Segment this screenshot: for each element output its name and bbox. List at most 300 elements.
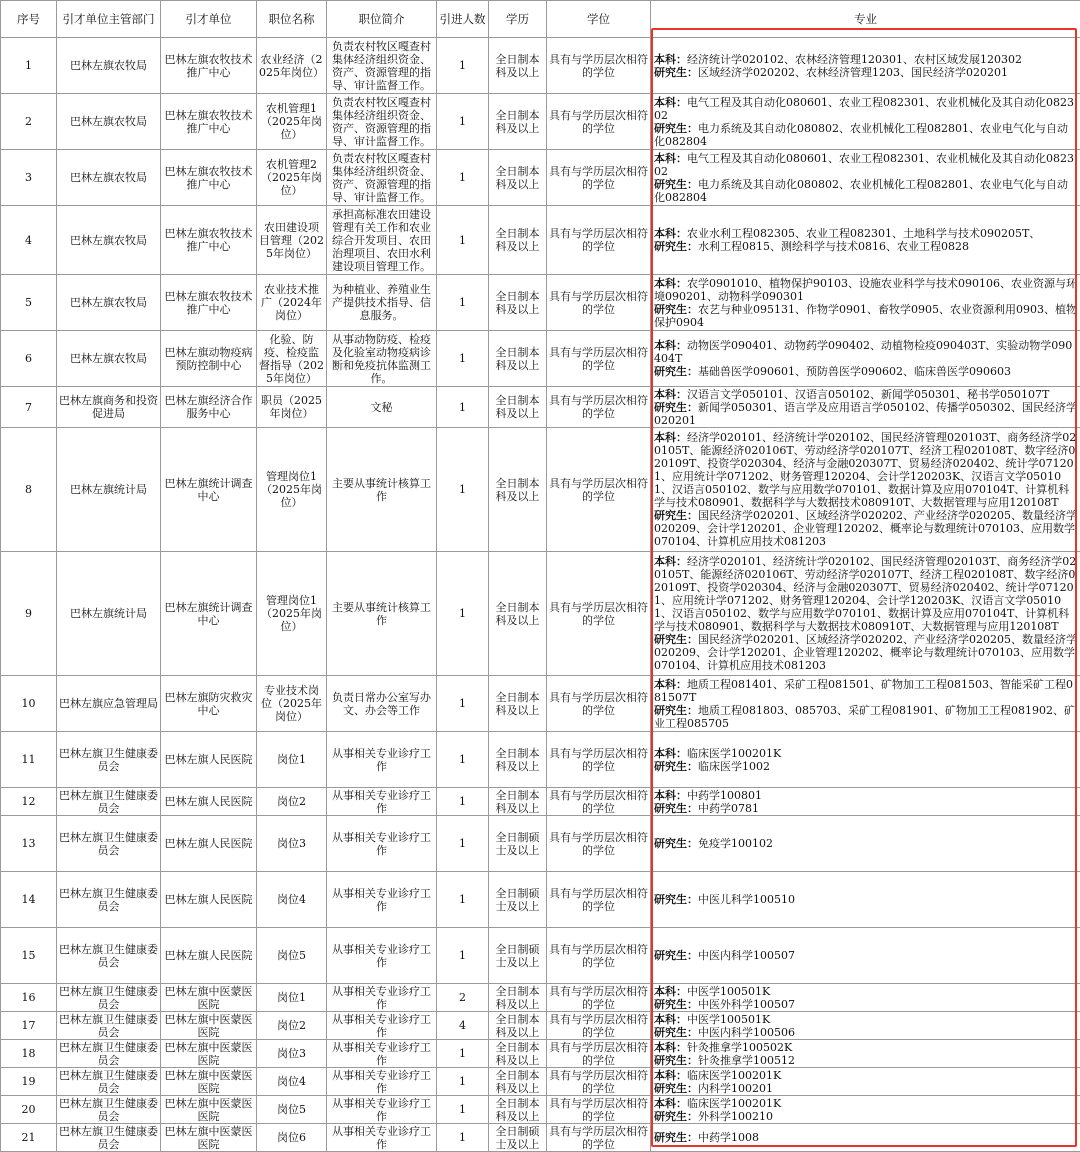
cell-no: 4 <box>1 206 57 275</box>
cell-count: 2 <box>437 984 489 1012</box>
cell-degree: 具有与学历层次相符的学位 <box>547 387 651 428</box>
major-level-label: 本科： <box>654 96 687 109</box>
major-list-text: 中药学100801 <box>687 789 762 802</box>
major-line <box>654 152 1078 178</box>
table-row <box>1 676 1080 732</box>
major-list-text: 临床医学100201K <box>687 1097 781 1110</box>
major-level-label: 研究生： <box>654 178 698 191</box>
major-line <box>654 66 1078 79</box>
cell-edu: 全日制本科及以上 <box>489 1040 547 1068</box>
cell-intro: 负责农村牧区嘎查村集体经济组织资金、资产、资源管理的指导、审计监督工作。 <box>327 38 437 94</box>
cell-edu: 全日制本科及以上 <box>489 788 547 816</box>
major-level-label: 研究生： <box>654 401 698 414</box>
major-line <box>654 802 1078 815</box>
cell-position: 化验、防疫、检疫监督指导（2025年岗位） <box>257 331 327 387</box>
major-list-text: 针灸推拿学100502K <box>687 1041 792 1054</box>
cell-unit: 巴林左旗人民医院 <box>161 732 257 788</box>
major-level-label: 研究生： <box>654 509 698 522</box>
cell-edu: 全日制硕士及以上 <box>489 816 547 872</box>
table-body <box>1 38 1080 1152</box>
cell-degree: 具有与学历层次相符的学位 <box>547 1124 651 1152</box>
major-level-label: 研究生： <box>654 998 698 1011</box>
major-list-text: 中医内科学100506 <box>698 1026 795 1039</box>
cell-no: 3 <box>1 150 57 206</box>
cell-intro: 从事相关专业诊疗工作 <box>327 1096 437 1124</box>
header-cell: 职位简介 <box>327 1 437 38</box>
table-row <box>1 94 1080 150</box>
major-line <box>654 1026 1078 1039</box>
major-line <box>654 96 1078 122</box>
major-list-text: 农学0901010、植物保护90103、设施农业科学与技术090106、农业资源与环境090201、动物科学090301 <box>654 277 1077 303</box>
cell-major <box>651 984 1080 1012</box>
cell-count: 1 <box>437 94 489 150</box>
cell-count: 1 <box>437 676 489 732</box>
major-list-text: 国民经济学020201、区域经济学020202、产业经济学020205、数量经济学020209、会计学120201、企业管理120202、概率论与数理统计070103、应用数学070104、计算机应用技术081203 <box>654 633 1077 672</box>
major-line <box>654 998 1078 1011</box>
cell-major <box>651 387 1080 428</box>
cell-unit: 巴林左旗统计调查中心 <box>161 552 257 676</box>
major-level-label: 研究生： <box>654 760 698 773</box>
header-cell: 学位 <box>547 1 651 38</box>
major-level-label: 本科： <box>654 789 687 802</box>
major-level-label: 研究生： <box>654 240 698 253</box>
cell-degree: 具有与学历层次相符的学位 <box>547 1096 651 1124</box>
table-row <box>1 816 1080 872</box>
major-line <box>654 339 1078 365</box>
major-line <box>654 837 1078 850</box>
cell-no: 11 <box>1 732 57 788</box>
cell-edu: 全日制本科及以上 <box>489 94 547 150</box>
cell-edu: 全日制本科及以上 <box>489 1068 547 1096</box>
cell-count: 1 <box>437 206 489 275</box>
cell-intro: 从事相关专业诊疗工作 <box>327 1040 437 1068</box>
major-level-label: 本科： <box>654 339 687 352</box>
cell-major <box>651 428 1080 552</box>
table-row <box>1 788 1080 816</box>
cell-no: 5 <box>1 275 57 331</box>
cell-major <box>651 38 1080 94</box>
major-list-text: 免疫学100102 <box>698 837 773 850</box>
cell-no: 19 <box>1 1068 57 1096</box>
major-level-label: 研究生： <box>654 1026 698 1039</box>
major-line <box>654 789 1078 802</box>
cell-count: 1 <box>437 150 489 206</box>
cell-intro: 为种植业、养殖业生产提供技术指导、信息服务。 <box>327 275 437 331</box>
major-line <box>654 1013 1078 1026</box>
major-level-label: 本科： <box>654 1097 687 1110</box>
cell-degree: 具有与学历层次相符的学位 <box>547 1012 651 1040</box>
major-level-label: 研究生： <box>654 1131 698 1144</box>
cell-count: 1 <box>437 331 489 387</box>
cell-unit: 巴林左旗农牧技术推广中心 <box>161 275 257 331</box>
major-list-text: 临床医学1002 <box>698 760 770 773</box>
cell-count: 1 <box>437 1040 489 1068</box>
cell-dept: 巴林左旗卫生健康委员会 <box>57 984 161 1012</box>
cell-position: 岗位5 <box>257 928 327 984</box>
cell-degree: 具有与学历层次相符的学位 <box>547 872 651 928</box>
major-level-label: 研究生： <box>654 303 698 316</box>
cell-no: 12 <box>1 788 57 816</box>
cell-degree: 具有与学历层次相符的学位 <box>547 38 651 94</box>
cell-intro: 从事相关专业诊疗工作 <box>327 872 437 928</box>
cell-major <box>651 816 1080 872</box>
major-list-text: 农艺与种业095131、作物学0901、畜牧学0905、农业资源利用0903、植物保护0904 <box>654 303 1077 329</box>
cell-edu: 全日制硕士及以上 <box>489 928 547 984</box>
table-row <box>1 150 1080 206</box>
major-level-label: 本科： <box>654 1041 687 1054</box>
cell-position: 岗位2 <box>257 1012 327 1040</box>
header-cell: 引才单位主管部门 <box>57 1 161 38</box>
cell-dept: 巴林左旗卫生健康委员会 <box>57 872 161 928</box>
cell-intro: 主要从事统计核算工作 <box>327 428 437 552</box>
cell-dept: 巴林左旗农牧局 <box>57 331 161 387</box>
cell-position: 农机管理1（2025年岗位） <box>257 94 327 150</box>
cell-dept: 巴林左旗卫生健康委员会 <box>57 816 161 872</box>
cell-degree: 具有与学历层次相符的学位 <box>547 94 651 150</box>
major-level-label: 研究生： <box>654 893 698 906</box>
cell-degree: 具有与学历层次相符的学位 <box>547 816 651 872</box>
cell-unit: 巴林左旗人民医院 <box>161 928 257 984</box>
cell-major <box>651 1040 1080 1068</box>
major-line <box>654 1041 1078 1054</box>
cell-count: 1 <box>437 872 489 928</box>
cell-dept: 巴林左旗卫生健康委员会 <box>57 1124 161 1152</box>
major-line <box>654 401 1078 427</box>
major-line <box>654 985 1078 998</box>
major-list-text: 动物医学090401、动物药学090402、动植物检疫090403T、实验动物学090404T <box>654 339 1072 365</box>
major-level-label: 研究生： <box>654 802 698 815</box>
cell-count: 1 <box>437 387 489 428</box>
cell-no: 15 <box>1 928 57 984</box>
cell-unit: 巴林左旗农牧技术推广中心 <box>161 150 257 206</box>
cell-unit: 巴林左旗统计调查中心 <box>161 428 257 552</box>
major-line <box>654 1110 1078 1123</box>
cell-position: 岗位6 <box>257 1124 327 1152</box>
cell-position: 农田建设项目管理（2025年岗位） <box>257 206 327 275</box>
cell-edu: 全日制本科及以上 <box>489 275 547 331</box>
cell-major <box>651 732 1080 788</box>
cell-major <box>651 275 1080 331</box>
header-row <box>1 1 1080 38</box>
cell-unit: 巴林左旗中医蒙医医院 <box>161 1096 257 1124</box>
cell-edu: 全日制硕士及以上 <box>489 872 547 928</box>
cell-edu: 全日制本科及以上 <box>489 1096 547 1124</box>
cell-intro: 从事相关专业诊疗工作 <box>327 816 437 872</box>
cell-dept: 巴林左旗卫生健康委员会 <box>57 1068 161 1096</box>
cell-major <box>651 1124 1080 1152</box>
major-line <box>654 1069 1078 1082</box>
cell-dept: 巴林左旗统计局 <box>57 552 161 676</box>
major-list-text: 农业水利工程082305、农业工程082301、土地科学与技术090205T、 <box>687 227 1040 240</box>
major-level-label: 本科： <box>654 1069 687 1082</box>
cell-unit: 巴林左旗中医蒙医医院 <box>161 1040 257 1068</box>
major-list-text: 电气工程及其自动化080601、农业工程082301、农业机械化及其自动化082302 <box>654 152 1074 178</box>
major-level-label: 研究生： <box>654 1054 698 1067</box>
major-list-text: 临床医学100201K <box>687 1069 781 1082</box>
cell-unit: 巴林左旗农牧技术推广中心 <box>161 94 257 150</box>
cell-dept: 巴林左旗农牧局 <box>57 94 161 150</box>
major-line <box>654 365 1078 378</box>
major-level-label: 研究生： <box>654 66 698 79</box>
cell-no: 18 <box>1 1040 57 1068</box>
major-line <box>654 1054 1078 1067</box>
cell-no: 13 <box>1 816 57 872</box>
table-row <box>1 1012 1080 1040</box>
cell-dept: 巴林左旗卫生健康委员会 <box>57 788 161 816</box>
major-list-text: 中医学100501K <box>687 985 770 998</box>
cell-degree: 具有与学历层次相符的学位 <box>547 428 651 552</box>
cell-major <box>651 676 1080 732</box>
major-list-text: 地质工程081401、采矿工程081501、矿物加工工程081503、智能采矿工程081507T <box>654 678 1073 704</box>
header-cell: 序号 <box>1 1 57 38</box>
major-list-text: 电力系统及其自动化080802、农业机械化工程082801、农业电气化与自动化082804 <box>654 178 1068 204</box>
cell-edu: 全日制本科及以上 <box>489 552 547 676</box>
cell-dept: 巴林左旗卫生健康委员会 <box>57 1096 161 1124</box>
cell-intro: 从事相关专业诊疗工作 <box>327 984 437 1012</box>
major-list-text: 经济学020101、经济统计学020102、国民经济管理020103T、商务经济学020105T、能源经济020106T、劳动经济学020107T、经济工程020108T、数字经济020109T、投资学020304、经济与金融020307T、贸易经济020402、统计学071201、应用统计学071202、财务管理120204、会计学120203K、汉语言文学050101、汉语言050102、数学与应用数学070101、数据计算及应用070104T、计算机科学与技术080901、数据科学与大数据技术080910T、大数据管理与应用120108T <box>654 555 1076 633</box>
major-line <box>654 678 1078 704</box>
cell-intro: 从事相关专业诊疗工作 <box>327 788 437 816</box>
cell-major <box>651 206 1080 275</box>
cell-no: 21 <box>1 1124 57 1152</box>
table-row <box>1 387 1080 428</box>
cell-degree: 具有与学历层次相符的学位 <box>547 732 651 788</box>
major-line <box>654 949 1078 962</box>
major-line <box>654 431 1078 509</box>
cell-count: 1 <box>437 428 489 552</box>
major-level-label: 研究生： <box>654 704 698 717</box>
table-row <box>1 984 1080 1012</box>
cell-intro: 主要从事统计核算工作 <box>327 552 437 676</box>
major-level-label: 研究生： <box>654 633 698 646</box>
major-line <box>654 747 1078 760</box>
cell-edu: 全日制本科及以上 <box>489 150 547 206</box>
cell-count: 1 <box>437 928 489 984</box>
cell-edu: 全日制硕士及以上 <box>489 1124 547 1152</box>
cell-degree: 具有与学历层次相符的学位 <box>547 1040 651 1068</box>
major-list-text: 新闻学050301、语言学及应用语言学050102、传播学050302、国民经济学020201 <box>654 401 1077 427</box>
cell-degree: 具有与学历层次相符的学位 <box>547 150 651 206</box>
major-level-label: 研究生： <box>654 365 698 378</box>
major-level-label: 本科： <box>654 1013 687 1026</box>
major-level-label: 研究生： <box>654 1110 698 1123</box>
cell-degree: 具有与学历层次相符的学位 <box>547 676 651 732</box>
major-list-text: 中药学1008 <box>698 1131 759 1144</box>
major-line <box>654 227 1078 240</box>
cell-unit: 巴林左旗人民医院 <box>161 816 257 872</box>
major-level-label: 研究生： <box>654 837 698 850</box>
cell-no: 14 <box>1 872 57 928</box>
major-level-label: 本科： <box>654 678 687 691</box>
cell-position: 专业技术岗位（2025年岗位） <box>257 676 327 732</box>
table-row <box>1 732 1080 788</box>
major-level-label: 本科： <box>654 555 687 568</box>
cell-no: 16 <box>1 984 57 1012</box>
table-row <box>1 1068 1080 1096</box>
table-row <box>1 928 1080 984</box>
cell-unit: 巴林左旗农牧技术推广中心 <box>161 38 257 94</box>
table-row <box>1 1040 1080 1068</box>
major-level-label: 本科： <box>654 985 687 998</box>
cell-edu: 全日制本科及以上 <box>489 676 547 732</box>
cell-edu: 全日制本科及以上 <box>489 732 547 788</box>
cell-count: 1 <box>437 1124 489 1152</box>
cell-intro: 负责日常办公室写办文、办会等工作 <box>327 676 437 732</box>
cell-degree: 具有与学历层次相符的学位 <box>547 331 651 387</box>
cell-no: 20 <box>1 1096 57 1124</box>
major-list-text: 电气工程及其自动化080601、农业工程082301、农业机械化及其自动化082302 <box>654 96 1074 122</box>
cell-intro: 从事相关专业诊疗工作 <box>327 1124 437 1152</box>
cell-edu: 全日制本科及以上 <box>489 206 547 275</box>
cell-dept: 巴林左旗统计局 <box>57 428 161 552</box>
cell-dept: 巴林左旗卫生健康委员会 <box>57 928 161 984</box>
cell-degree: 具有与学历层次相符的学位 <box>547 1068 651 1096</box>
cell-count: 1 <box>437 732 489 788</box>
cell-intro: 负责农村牧区嘎查村集体经济组织资金、资产、资源管理的指导、审计监督工作。 <box>327 150 437 206</box>
header-cell: 职位名称 <box>257 1 327 38</box>
major-list-text: 基础兽医学090601、预防兽医学090602、临床兽医学090603 <box>698 365 1011 378</box>
table-row <box>1 275 1080 331</box>
major-level-label: 本科： <box>654 277 687 290</box>
header-cell: 引才单位 <box>161 1 257 38</box>
cell-degree: 具有与学历层次相符的学位 <box>547 275 651 331</box>
table-row <box>1 872 1080 928</box>
major-line <box>654 1097 1078 1110</box>
major-line <box>654 240 1078 253</box>
cell-edu: 全日制本科及以上 <box>489 428 547 552</box>
table-row <box>1 428 1080 552</box>
major-list-text: 中医外科学100507 <box>698 998 795 1011</box>
cell-major <box>651 872 1080 928</box>
cell-dept: 巴林左旗应急管理局 <box>57 676 161 732</box>
cell-unit: 巴林左旗中医蒙医医院 <box>161 1012 257 1040</box>
cell-position: 职员（2025年岗位） <box>257 387 327 428</box>
major-line <box>654 509 1078 548</box>
cell-position: 岗位1 <box>257 984 327 1012</box>
major-level-label: 研究生： <box>654 949 698 962</box>
cell-dept: 巴林左旗农牧局 <box>57 38 161 94</box>
cell-unit: 巴林左旗经济合作服务中心 <box>161 387 257 428</box>
cell-position: 农机管理2（2025年岗位） <box>257 150 327 206</box>
cell-no: 17 <box>1 1012 57 1040</box>
major-list-text: 临床医学100201K <box>687 747 781 760</box>
major-line <box>654 555 1078 633</box>
table-row <box>1 331 1080 387</box>
major-list-text: 内科学100201 <box>698 1082 773 1095</box>
cell-count: 1 <box>437 816 489 872</box>
cell-degree: 具有与学历层次相符的学位 <box>547 928 651 984</box>
major-list-text: 经济学020101、经济统计学020102、国民经济管理020103T、商务经济学020105T、能源经济020106T、劳动经济学020107T、经济工程020108T、数字经济020109T、投资学020304、经济与金融020307T、贸易经济020402、统计学071201、应用统计学071202、财务管理120204、会计学120203K、汉语言文学050101、汉语言050102、数学与应用数学070101、数据计算及应用070104T、计算机科学与技术080901、数据科学与大数据技术080910T、大数据管理与应用120108T <box>654 431 1076 509</box>
cell-count: 1 <box>437 1068 489 1096</box>
cell-edu: 全日制本科及以上 <box>489 984 547 1012</box>
major-line <box>654 303 1078 329</box>
cell-degree: 具有与学历层次相符的学位 <box>547 552 651 676</box>
major-line <box>654 760 1078 773</box>
cell-dept: 巴林左旗农牧局 <box>57 150 161 206</box>
cell-degree: 具有与学历层次相符的学位 <box>547 984 651 1012</box>
cell-intro: 承担高标准农田建设管理有关工作和农业综合开发项目、农田治理项目、农田水利建设项目管理工作。 <box>327 206 437 275</box>
cell-position: 岗位3 <box>257 816 327 872</box>
cell-count: 1 <box>437 1096 489 1124</box>
cell-unit: 巴林左旗动物疫病预防控制中心 <box>161 331 257 387</box>
cell-no: 9 <box>1 552 57 676</box>
cell-no: 8 <box>1 428 57 552</box>
major-list-text: 中医内科学100507 <box>698 949 795 962</box>
cell-intro: 从事动物防疫、检疫及化验室动物疫病诊断和免疫抗体监测工作。 <box>327 331 437 387</box>
major-list-text: 外科学100210 <box>698 1110 773 1123</box>
cell-position: 管理岗位1（2025年岗位） <box>257 552 327 676</box>
table-row <box>1 1124 1080 1152</box>
cell-major <box>651 788 1080 816</box>
cell-major <box>651 94 1080 150</box>
major-level-label: 本科： <box>654 431 687 444</box>
major-list-text: 汉语言文学050101、汉语言050102、新闻学050301、秘书学050107T <box>687 388 1049 401</box>
cell-dept: 巴林左旗农牧局 <box>57 275 161 331</box>
cell-intro: 从事相关专业诊疗工作 <box>327 732 437 788</box>
major-line <box>654 388 1078 401</box>
cell-major <box>651 1068 1080 1096</box>
major-line <box>654 893 1078 906</box>
cell-unit: 巴林左旗中医蒙医医院 <box>161 1124 257 1152</box>
cell-unit: 巴林左旗农牧技术推广中心 <box>161 206 257 275</box>
cell-position: 农业经济（2025年岗位） <box>257 38 327 94</box>
major-level-label: 本科： <box>654 388 687 401</box>
cell-edu: 全日制本科及以上 <box>489 1012 547 1040</box>
cell-count: 1 <box>437 38 489 94</box>
cell-position: 农业技术推广（2024年岗位） <box>257 275 327 331</box>
cell-edu: 全日制本科及以上 <box>489 387 547 428</box>
cell-intro: 从事相关专业诊疗工作 <box>327 1068 437 1096</box>
major-list-text: 国民经济学020201、区域经济学020202、产业经济学020205、数量经济学020209、会计学120201、企业管理120202、概率论与数理统计070103、应用数学070104、计算机应用技术081203 <box>654 509 1077 548</box>
major-level-label: 研究生： <box>654 122 698 135</box>
header-cell: 引进人数 <box>437 1 489 38</box>
cell-count: 1 <box>437 275 489 331</box>
major-list-text: 水利工程0815、测绘科学与技术0816、农业工程0828 <box>698 240 969 253</box>
cell-position: 岗位3 <box>257 1040 327 1068</box>
cell-major <box>651 1012 1080 1040</box>
major-line <box>654 633 1078 672</box>
cell-dept: 巴林左旗农牧局 <box>57 206 161 275</box>
major-list-text: 地质工程081803、085703、采矿工程081901、矿物加工工程081902、矿业工程085705 <box>654 704 1075 730</box>
cell-intro: 文秘 <box>327 387 437 428</box>
table-row <box>1 1096 1080 1124</box>
major-list-text: 中药学0781 <box>698 802 759 815</box>
table-row <box>1 552 1080 676</box>
cell-intro: 负责农村牧区嘎查村集体经济组织资金、资产、资源管理的指导、审计监督工作。 <box>327 94 437 150</box>
cell-unit: 巴林左旗中医蒙医医院 <box>161 984 257 1012</box>
cell-position: 岗位4 <box>257 872 327 928</box>
cell-degree: 具有与学历层次相符的学位 <box>547 206 651 275</box>
cell-no: 7 <box>1 387 57 428</box>
cell-dept: 巴林左旗商务和投资促进局 <box>57 387 161 428</box>
major-level-label: 本科： <box>654 152 687 165</box>
cell-edu: 全日制本科及以上 <box>489 38 547 94</box>
cell-no: 6 <box>1 331 57 387</box>
cell-position: 岗位1 <box>257 732 327 788</box>
cell-no: 10 <box>1 676 57 732</box>
cell-no: 1 <box>1 38 57 94</box>
header-cell: 学历 <box>489 1 547 38</box>
major-list-text: 针灸推拿学100512 <box>698 1054 795 1067</box>
major-level-label: 研究生： <box>654 1082 698 1095</box>
cell-unit: 巴林左旗防灾救灾中心 <box>161 676 257 732</box>
major-level-label: 本科： <box>654 227 687 240</box>
major-line <box>654 178 1078 204</box>
cell-no: 2 <box>1 94 57 150</box>
cell-position: 管理岗位1（2025年岗位） <box>257 428 327 552</box>
cell-unit: 巴林左旗中医蒙医医院 <box>161 1068 257 1096</box>
major-line <box>654 277 1078 303</box>
